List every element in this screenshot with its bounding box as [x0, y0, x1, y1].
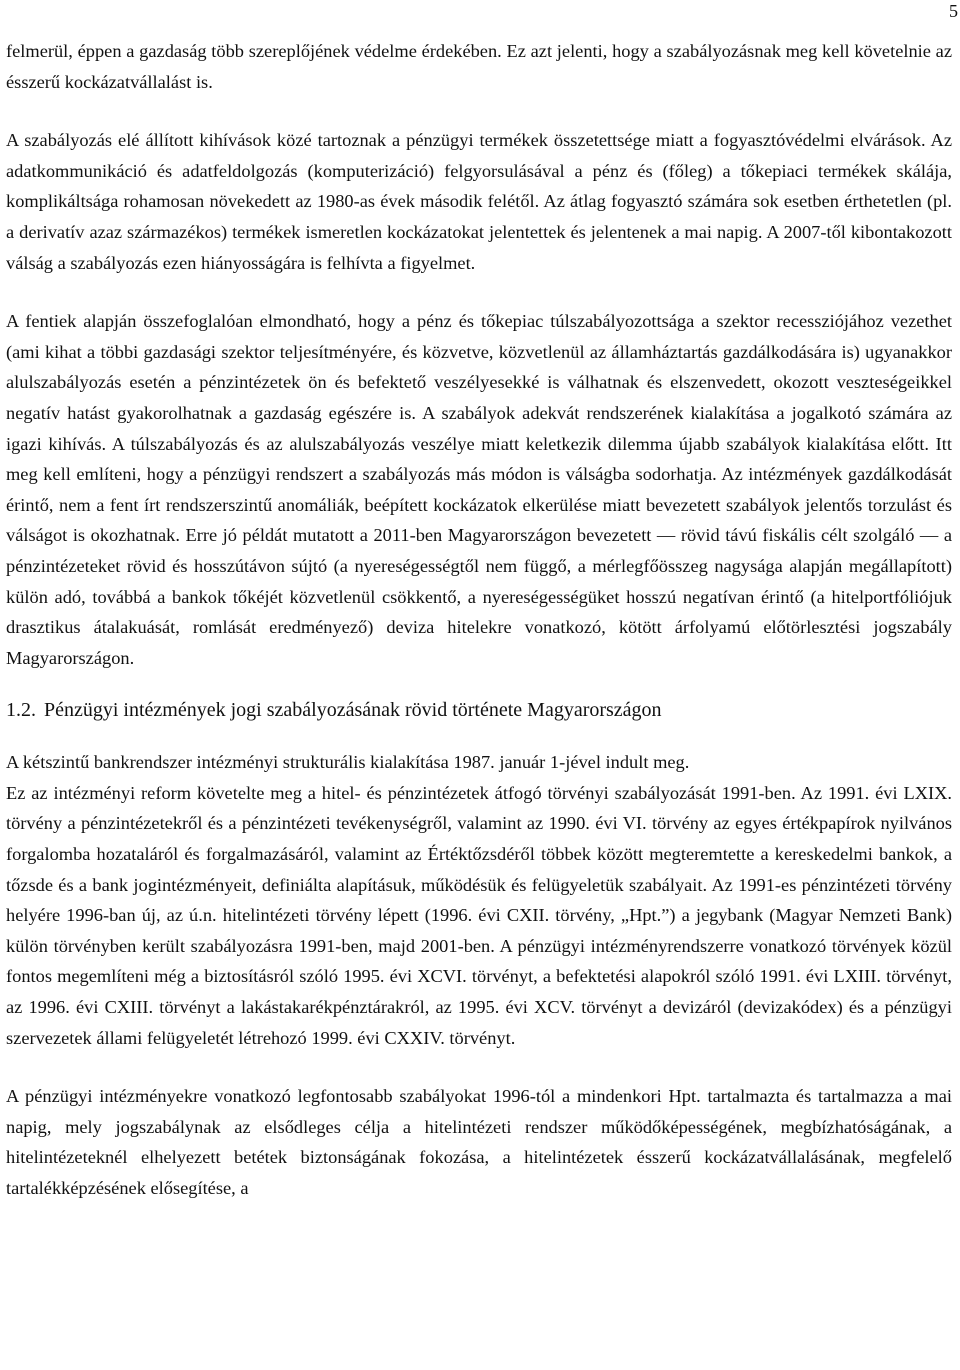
paragraph-gap [6, 1053, 952, 1081]
paragraph-5: Ez az intézményi reform követelte meg a hitel- és pénzintézetek átfogó törvényi szabályozását 1991-ben. Az 1991. évi LXIX. törvény a pénzintézetekről és a pénzintézeti tevékenységről, valamint az 1990. évi VI. törvény az egyes értékpapírok nyilvános forgalomba hozataláról és forgalmazásáról, valamint az Értéktőzsdéről többek között megteremtette a kereskedelmi bankok, a tőzsde és a bank jogintézményeit, definiálta alapításuk, működésük és felügyeletük szabályait. Az 1991-es pénzintézeti törvény helyére 1996-ban új, az ú.n. hitelintézeti törvény lépett (1996. évi CXII. törvény, „Hpt.”) a jegybank (Magyar Nemzeti Bank) külön törvényben került szabályozásra 1991-ben, majd 2001-ben. A pénzügyi intézményrendszerre vonatkozó törvények közül fontos megemlíteni még a biztosításról szóló 1995. évi XCVI. törvényt, a befektetési alapokról szóló 1991. évi LXIII. törvényt, az 1996. évi CXIII. törvényt a lakástakarékpénztárakról, az 1995. évi XCV. törvényt a devizáról (devizakódex) és a pénzügyi szervezetek állami felügyeletét létrehozó 1999. évi CXXIV. törvényt. [6, 782, 952, 1048]
section-title: Pénzügyi intézmények jogi szabályozásának rövid története Magyarországon [44, 699, 662, 722]
paragraph-3: A fentiek alapján összefoglalóan elmondható, hogy a pénz és tőkepiac túlszabályozottsága a szektor recessziójához vezethet (ami kihat a többi gazdasági szektor teljesítményére, és közvetve, közvetlenül az államháztartás gazdálkodására is) ugyanakkor alulszabályozás esetén a pénzintézetek ön és befektető veszélyesekké is válhatnak és elszenvedett, okozott veszteségeikkel negatív hatást gyakorolhatnak a gazdaság egészére is. A szabályok adekvát rendszerének kialakítása a jogalkotó számára az igazi kihívás. A túlszabályozás és az alulszabályozás veszélye miatt keletkezik dilemma újabb szabályok kialakítása előtt. Itt meg kell említeni, hogy a pénzügyi rendszert a szabályozás más módon is válságba sodorhatja. Az intézmények gazdálkodását érintő, nem a fent írt rendszerszintű anomáliák, beépített kockázatok elkerülése miatt bevezetett szabályok jelentős torzulást és válságot is okozhatnak. Erre jó példát mutatott a 2011-ben Magyarországon bevezetett — rövid távú fiskális célt szolgáló — a pénzintézeteket rövid és hosszútávon sújtó (a nyereségességtől nem függő, a mérlegfőösszeg nagysága alapján megállapított) külön adó, továbbá a bankok tőkéjét közvetlenül csökkentő, a nyereségességüket hosszú negatívan érintő (a hitelportfóliójuk drasztikus átalakuását, romlását eredményező) deviza hitelekre vonatkozó, kötött árfolyamú előtörlesztési jogszabály Magyarországon. [6, 311, 952, 668]
document-body [6, 36, 952, 1204]
paragraph-6: A pénzügyi intézményekre vonatkozó legfontosabb szabályokat 1996-tól a mindenkori Hpt. tartalmazta és tartalmazza a mai napig, mely jogszabálynak az elsődleges célja a hitelintézeti rendszer működőképességének, megbízhatóságának, a hitelintézeteknél elhelyezett betétek biztonságának fokozása, a hitelintézetek ésszerű kockázatvállalásának, megfelelő tartalékképzésének elősegítése, a [6, 1086, 952, 1198]
section-number: 1.2. [6, 699, 36, 722]
paragraph-gap [6, 673, 952, 695]
paragraph-gap [6, 725, 952, 747]
paragraph-4: A kétszintű bankrendszer intézményi strukturális kialakítása 1987. január 1-jével indult meg. [6, 752, 690, 773]
paragraph-gap [6, 278, 952, 306]
paragraph-2: A szabályozás elé állított kihívások közé tartoznak a pénzügyi termékek összetettsége miatt a fogyasztóvédelmi elvárások. Az adatkommunikáció és adatfeldolgozás (komputerizáció) felgyorsulásával a pénz és (főleg) a tőkepiaci termékek skálája, komplikáltsága rohamosan növekedett az 1980-as évek második felétől. Az átlag fogyasztó számára sok esetben érthetetlen (pl. a derivatív azaz származékos) termékek ismeretlen kockázatokat jelentettek és jelentenek a mai napig. A 2007-től kibontakozott válság a szabályozás ezen hiányosságára is felhívta a figyelmet. [6, 130, 952, 273]
page-number: 5 [949, 1, 958, 21]
section-heading [6, 695, 952, 725]
paragraph-gap [6, 97, 952, 125]
paragraph-1: felmerül, éppen a gazdaság több szereplőjének védelme érdekében. Ez azt jelenti, hogy a szabályozásnak meg kell követelnie az ésszerű kockázatvállalást is. [6, 41, 952, 92]
